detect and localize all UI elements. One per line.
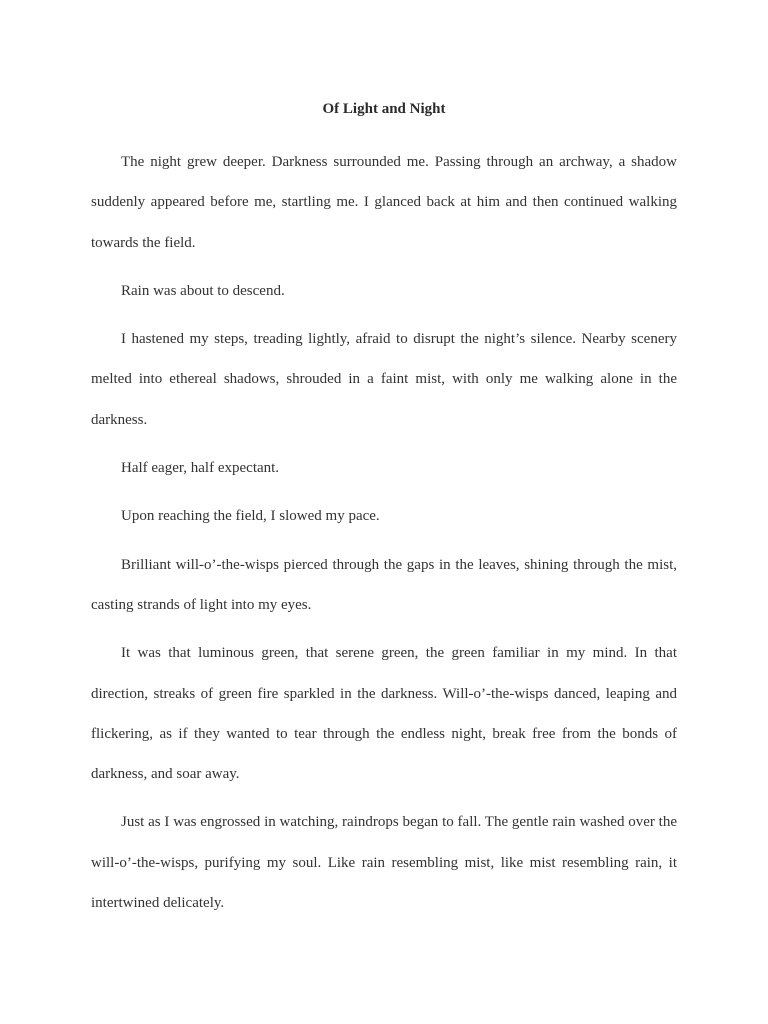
document-body <box>91 142 677 923</box>
paragraph: Rain was about to descend. <box>121 282 285 299</box>
paragraph: Half eager, half expectant. <box>121 460 280 477</box>
paragraph: It was that luminous green, that serene green, the green familiar in my mind. In that direction, streaks of green fire sparkled in the darkness. Will-o’-the-wisps danced, leaping and flickering, as if they wanted to tear through the endless night, break free from the bonds of darkness, and soar away. <box>91 645 677 783</box>
paragraph: The night grew deeper. Darkness surrounded me. Passing through an archway, a shadow suddenly appeared before me, startling me. I glanced back at him and then continued walking towards the field. <box>91 154 677 251</box>
paragraph: Upon reaching the field, I slowed my pace. <box>121 508 380 525</box>
document-title: Of Light and Night <box>322 101 446 117</box>
paragraph: Brilliant will-o’-the-wisps pierced through the gaps in the leaves, shining through the mist, casting strands of light into my eyes. <box>91 556 677 613</box>
paragraph: I hastened my steps, treading lightly, afraid to disrupt the night’s silence. Nearby scenery melted into ethereal shadows, shrouded in a faint mist, with only me walking alone in the darkness. <box>91 331 677 428</box>
paragraph: Just as I was engrossed in watching, raindrops began to fall. The gentle rain washed over the will-o’-the-wisps, purifying my soul. Like rain resembling mist, like mist resembling rain, it intertwined delicately. <box>91 814 677 912</box>
